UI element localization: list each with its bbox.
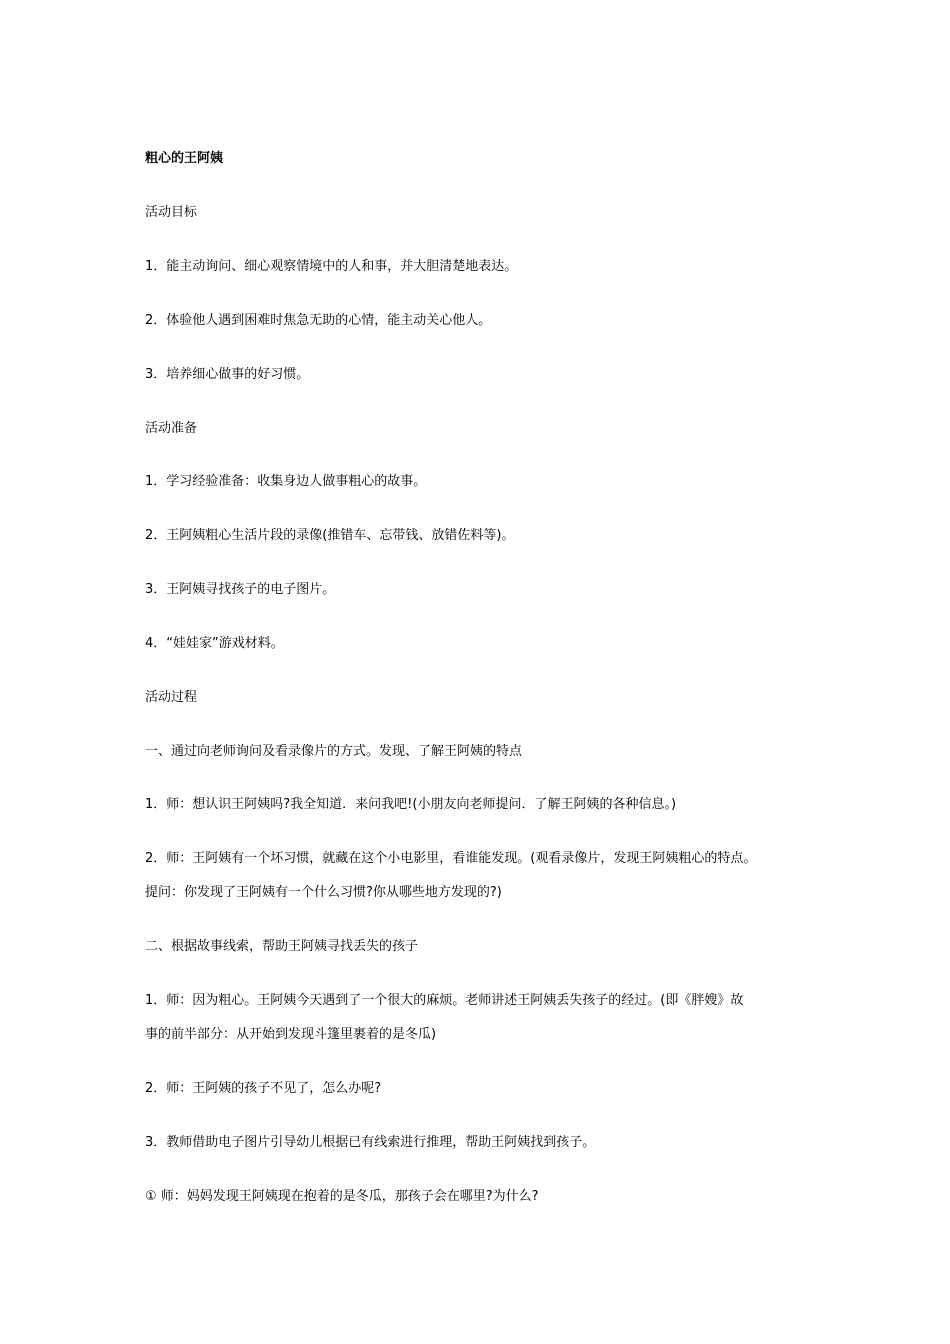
section-heading-preparation: 活动准备	[145, 421, 198, 436]
goal-item-1: 1．能主动询问、细心观察情境中的人和事，并大胆清楚地表达。	[145, 259, 518, 274]
document-title: 粗心的王阿姨	[145, 151, 224, 166]
process-part-2-sub-item-1: ① 师：妈妈发现王阿姨现在抱着的是冬瓜，那孩子会在哪里?为什么?	[145, 1189, 539, 1204]
goal-item-2: 2．体验他人遇到困难时焦急无助的心情，能主动关心他人。	[145, 313, 492, 328]
process-part-2-heading: 二、根据故事线索，帮助王阿姨寻找丢失的孩子	[145, 939, 419, 954]
process-part-1-item-1: 1．师：想认识王阿姨吗?我全知道．来问我吧!(小朋友向老师提问．了解王阿姨的各种信息。)	[145, 797, 677, 812]
preparation-item-3: 3．王阿姨寻找孩子的电子图片。	[145, 582, 336, 597]
preparation-item-4: 4．“娃娃家”游戏材料。	[145, 636, 284, 651]
section-heading-goals: 活动目标	[145, 205, 198, 220]
goal-item-3: 3．培养细心做事的好习惯。	[145, 367, 310, 382]
process-part-2-item-2: 2．师：王阿姨的孩子不见了，怎么办呢?	[145, 1081, 382, 1096]
process-part-2-item-3: 3．教师借助电子图片引导幼儿根据已有线索进行推理，帮助王阿姨找到孩子。	[145, 1135, 596, 1150]
preparation-item-2: 2．王阿姨粗心生活片段的录像(推错车、忘带钱、放错佐料等)。	[145, 528, 515, 543]
preparation-item-1: 1．学习经验准备：收集身边人做事粗心的故事。	[145, 474, 427, 489]
process-part-1-item-2: 2．师：王阿姨有一个坏习惯，就藏在这个小电影里，看谁能发现。(观看录像片，发现王阿姨粗心的特点。	[145, 851, 757, 866]
process-part-1-heading: 一、通过向老师询问及看录像片的方式。发现、了解王阿姨的特点	[145, 744, 523, 759]
process-part-1-item-2-continued: 提问：你发现了王阿姨有一个什么习惯?你从哪些地方发现的?)	[145, 885, 502, 900]
process-part-2-item-1: 1．师：因为粗心。王阿姨今天遇到了一个很大的麻烦。老师讲述王阿姨丢失孩子的经过。(即《胖嫂》故	[145, 993, 744, 1008]
section-heading-process: 活动过程	[145, 690, 198, 705]
process-part-2-item-1-continued: 事的前半部分：从开始到发现斗篷里裹着的是冬瓜)	[145, 1027, 437, 1042]
